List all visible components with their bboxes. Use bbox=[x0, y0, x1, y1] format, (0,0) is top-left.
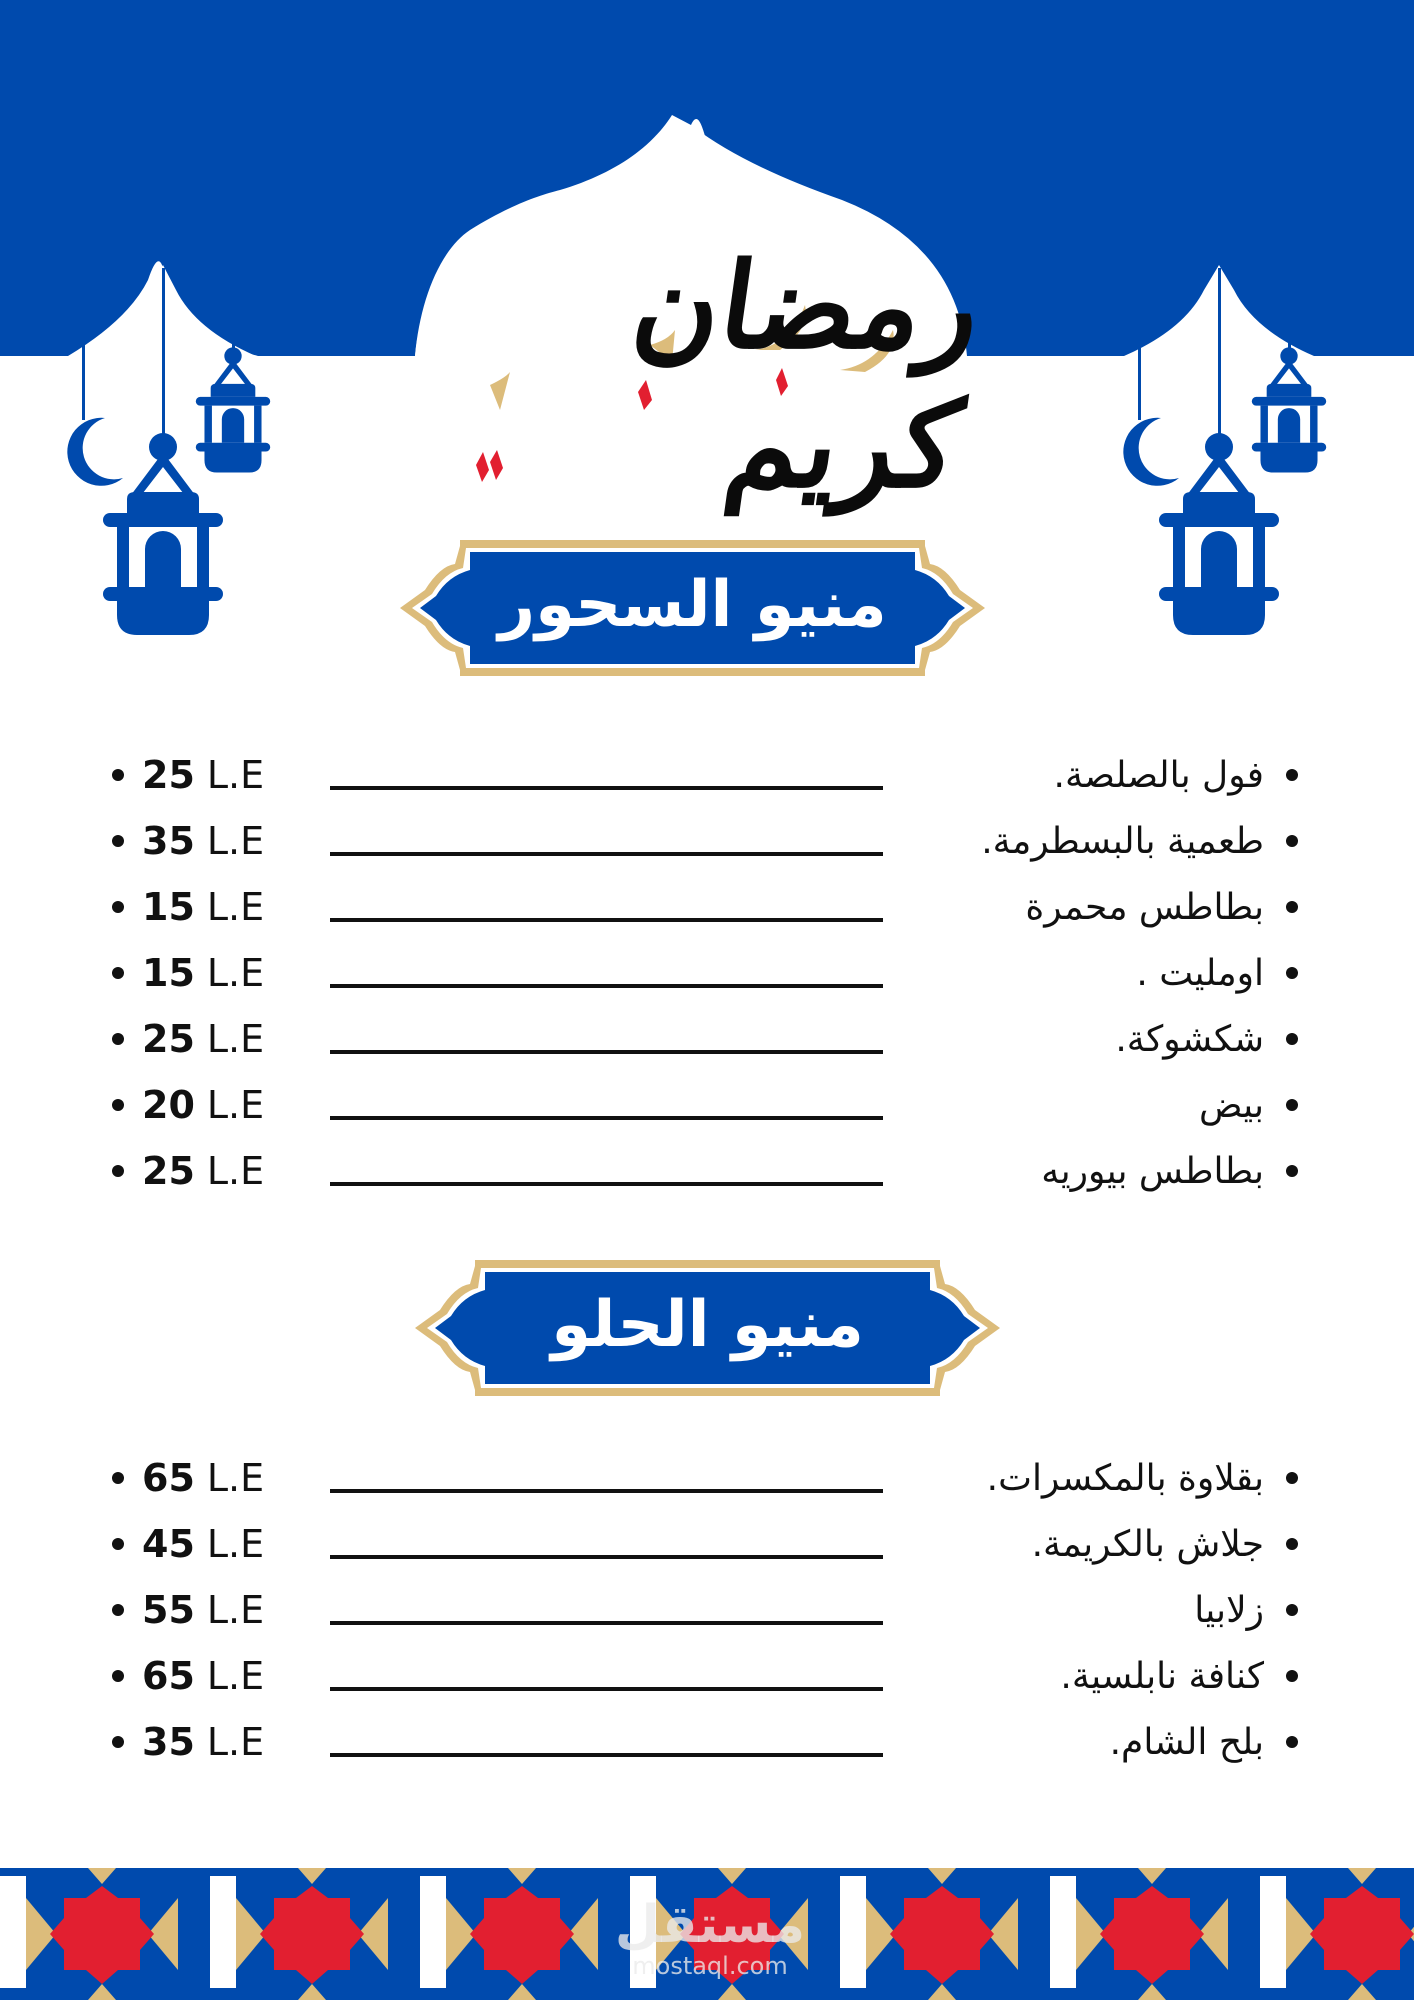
bullet-icon bbox=[1286, 1670, 1298, 1682]
dotted-leader-line bbox=[330, 1687, 883, 1691]
item-name-text: شكشوكة. bbox=[1115, 1018, 1264, 1060]
price-amount: 35 bbox=[142, 819, 195, 863]
bullet-icon bbox=[1286, 1538, 1298, 1550]
item-price bbox=[112, 1519, 264, 1569]
section-title-badge-sweets bbox=[415, 1260, 1000, 1396]
bullet-icon bbox=[112, 967, 124, 979]
item-price bbox=[112, 816, 264, 866]
price-amount: 20 bbox=[142, 1083, 195, 1127]
item-price bbox=[112, 948, 264, 998]
item-price bbox=[112, 1014, 264, 1064]
bullet-icon bbox=[112, 835, 124, 847]
bullet-icon bbox=[112, 901, 124, 913]
item-price bbox=[112, 750, 264, 800]
menu-item-row bbox=[0, 1006, 1414, 1072]
price-amount: 15 bbox=[142, 951, 195, 995]
menu-item-row bbox=[0, 1511, 1414, 1577]
price-currency: L.E bbox=[206, 1588, 265, 1632]
dotted-leader-line bbox=[330, 1621, 883, 1625]
menu-item-row bbox=[0, 808, 1414, 874]
lantern-icon bbox=[1252, 347, 1326, 472]
item-name-text: اومليت . bbox=[1136, 952, 1264, 994]
price-currency: L.E bbox=[206, 1083, 265, 1127]
price-currency: L.E bbox=[206, 1720, 265, 1764]
item-name bbox=[1199, 1080, 1298, 1130]
price-amount: 15 bbox=[142, 885, 195, 929]
item-price bbox=[112, 1146, 264, 1196]
menu-item-row bbox=[0, 1072, 1414, 1138]
footer-geometric-band bbox=[0, 1868, 1414, 2000]
bullet-icon bbox=[112, 1165, 124, 1177]
section-title: منيو الحلو bbox=[551, 1288, 864, 1362]
price-amount: 25 bbox=[142, 1149, 195, 1193]
bullet-icon bbox=[1286, 835, 1298, 847]
bullet-icon bbox=[1286, 967, 1298, 979]
item-name-text: بطاطس محمرة bbox=[1025, 886, 1264, 928]
bullet-icon bbox=[112, 1099, 124, 1111]
item-name bbox=[1060, 1651, 1298, 1701]
crescent-moon-icon bbox=[67, 418, 123, 486]
item-name-text: جلاش بالكريمة. bbox=[1031, 1523, 1264, 1565]
dotted-leader-line bbox=[330, 852, 883, 856]
price-currency: L.E bbox=[206, 885, 265, 929]
bullet-icon bbox=[112, 769, 124, 781]
watermark-url: mostaql.com bbox=[632, 1952, 788, 1980]
item-name bbox=[1194, 1585, 1298, 1635]
item-price bbox=[112, 1717, 264, 1767]
item-name bbox=[1032, 1519, 1298, 1569]
section-title: منيو السحور bbox=[498, 568, 887, 642]
bullet-icon bbox=[1286, 901, 1298, 913]
item-price bbox=[112, 1585, 264, 1635]
price-currency: L.E bbox=[206, 951, 265, 995]
bullet-icon bbox=[1286, 1472, 1298, 1484]
item-name-text: زلابيا bbox=[1194, 1589, 1264, 1631]
crescent-moon-icon bbox=[1123, 418, 1179, 486]
item-name bbox=[1115, 1014, 1298, 1064]
menu-item-row bbox=[0, 742, 1414, 808]
price-amount: 65 bbox=[142, 1456, 195, 1500]
bullet-icon bbox=[112, 1604, 124, 1616]
item-name-text: بقلاوة بالمكسرات. bbox=[986, 1457, 1264, 1499]
item-price bbox=[112, 1453, 264, 1503]
menu-item-row bbox=[0, 874, 1414, 940]
bullet-icon bbox=[112, 1472, 124, 1484]
dotted-leader-line bbox=[330, 1753, 883, 1757]
dotted-leader-line bbox=[330, 1555, 883, 1559]
item-price bbox=[112, 1651, 264, 1701]
price-amount: 65 bbox=[142, 1654, 195, 1698]
item-name-text: بطاطس بيوريه bbox=[1041, 1150, 1264, 1192]
bullet-icon bbox=[112, 1538, 124, 1550]
bullet-icon bbox=[112, 1736, 124, 1748]
price-currency: L.E bbox=[206, 1149, 265, 1193]
item-name bbox=[1025, 882, 1298, 932]
price-currency: L.E bbox=[206, 1654, 265, 1698]
bullet-icon bbox=[1286, 1165, 1298, 1177]
item-price bbox=[112, 1080, 264, 1130]
suhoor-menu-list bbox=[0, 742, 1414, 1204]
dotted-leader-line bbox=[330, 1050, 883, 1054]
dotted-leader-line bbox=[330, 786, 883, 790]
dotted-leader-line bbox=[330, 984, 883, 988]
item-name-text: كنافة نابلسية. bbox=[1060, 1655, 1264, 1697]
ramadan-kareem-calligraphy bbox=[423, 236, 990, 514]
greeting-text: رمضان كريم bbox=[624, 236, 990, 514]
item-name-text: فول بالصلصة. bbox=[1053, 754, 1264, 796]
price-currency: L.E bbox=[206, 753, 265, 797]
price-amount: 45 bbox=[142, 1522, 195, 1566]
section-title-badge-suhoor bbox=[400, 540, 985, 676]
bullet-icon bbox=[1286, 1604, 1298, 1616]
item-price bbox=[112, 882, 264, 932]
menu-item-row bbox=[0, 1709, 1414, 1775]
bullet-icon bbox=[1286, 1099, 1298, 1111]
item-name-text: بلح الشام. bbox=[1109, 1721, 1264, 1763]
price-currency: L.E bbox=[206, 1456, 265, 1500]
menu-item-row bbox=[0, 1445, 1414, 1511]
menu-item-row bbox=[0, 1643, 1414, 1709]
geometric-pattern bbox=[0, 1868, 1414, 2000]
item-name bbox=[981, 816, 1298, 866]
item-name-text: بيض bbox=[1199, 1084, 1264, 1126]
menu-item-row bbox=[0, 1138, 1414, 1204]
sweets-menu-list bbox=[0, 1445, 1414, 1775]
bullet-icon bbox=[1286, 1033, 1298, 1045]
price-amount: 35 bbox=[142, 1720, 195, 1764]
lantern-icon bbox=[196, 347, 270, 472]
price-amount: 25 bbox=[142, 1017, 195, 1061]
price-amount: 25 bbox=[142, 753, 195, 797]
item-name bbox=[987, 1453, 1298, 1503]
bullet-icon bbox=[1286, 1736, 1298, 1748]
menu-item-row bbox=[0, 1577, 1414, 1643]
price-currency: L.E bbox=[206, 819, 265, 863]
watermark-logo: مستقل bbox=[614, 1895, 806, 1955]
price-currency: L.E bbox=[206, 1522, 265, 1566]
item-name bbox=[1054, 750, 1298, 800]
item-name bbox=[1136, 948, 1298, 998]
price-currency: L.E bbox=[206, 1017, 265, 1061]
bullet-icon bbox=[1286, 769, 1298, 781]
bullet-icon bbox=[112, 1670, 124, 1682]
dotted-leader-line bbox=[330, 1116, 883, 1120]
bullet-icon bbox=[112, 1033, 124, 1045]
price-amount: 55 bbox=[142, 1588, 195, 1632]
dotted-leader-line bbox=[330, 1489, 883, 1493]
item-name-text: طعمية بالبسطرمة. bbox=[981, 820, 1264, 862]
dotted-leader-line bbox=[330, 918, 883, 922]
menu-item-row bbox=[0, 940, 1414, 1006]
dotted-leader-line bbox=[330, 1182, 883, 1186]
item-name bbox=[1041, 1146, 1298, 1196]
item-name bbox=[1110, 1717, 1298, 1767]
